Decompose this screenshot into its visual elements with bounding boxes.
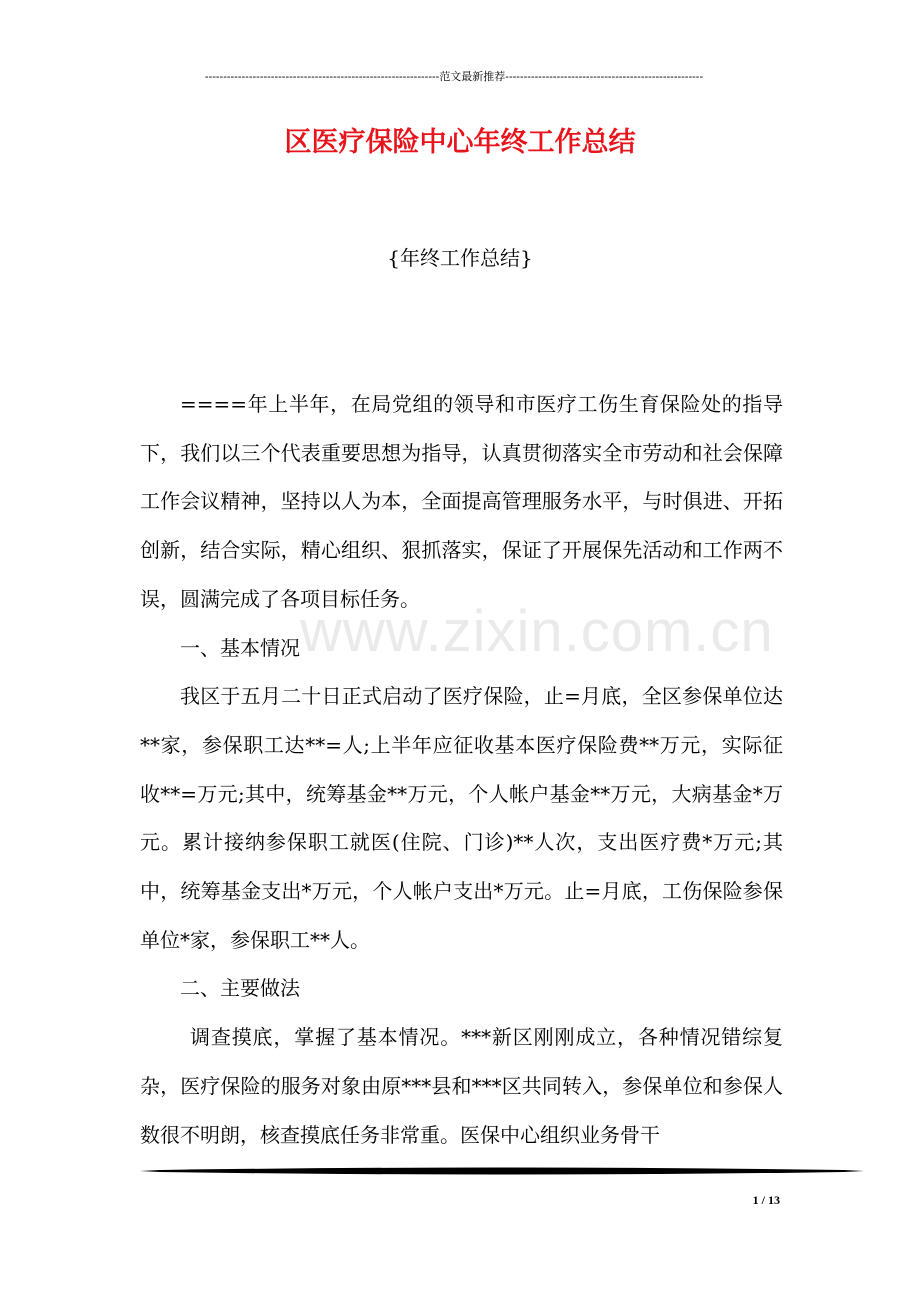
- footer-divider: [140, 1164, 864, 1178]
- section-heading-basic-situation: 一、基本情况: [180, 635, 300, 660]
- document-subtitle: {年终工作总结}: [387, 246, 533, 270]
- page-indicator: 1 / 13: [752, 1193, 780, 1207]
- section-heading-main-practices: 二、主要做法: [180, 976, 300, 1001]
- paragraph-basic-situation: 我区于五月二十日正式启动了医疗保险，止=月底，全区参保单位达**家，参保职工达**=人;上半年应征收基本医疗保险费**万元，实际征收**=万元;其中，统筹基金**万元，个人帐户基金**万元，大病基金*万元。累计接纳参保职工就医(住院、门诊)**人次，支出医疗费*万元;其中，统筹基金支出*万元，个人帐户支出*万元。止=月底，工伤保险参保单位*家，参保职工**人。: [140, 684, 783, 952]
- watermark-text: www.zixin.com.cn: [300, 599, 774, 664]
- document-title: 区医疗保险中心年终工作总结: [284, 127, 636, 158]
- document-body: [140, 380, 783, 1159]
- header-banner: ----------------------------------------------------------------范文最新推荐------------------------------------------------------: [204, 71, 704, 83]
- paragraph-main-practices: 调查摸底，掌握了基本情况。***新区刚刚成立，各种情况错综复杂，医疗保险的服务对象由原***县和***区共同转入，参保单位和参保人数很不明朗，核查摸底任务非常重。医保中心组织业务骨干: [140, 1025, 783, 1147]
- paragraph-intro: ====年上半年，在局党组的领导和市医疗工伤生育保险处的指导下，我们以三个代表重要思想为指导，认真贯彻落实全市劳动和社会保障工作会议精神，坚持以人为本，全面提高管理服务水平，与时俱进、开拓创新，结合实际，精心组织、狠抓落实，保证了开展保先活动和工作两不误，圆满完成了各项目标任务。: [140, 392, 783, 611]
